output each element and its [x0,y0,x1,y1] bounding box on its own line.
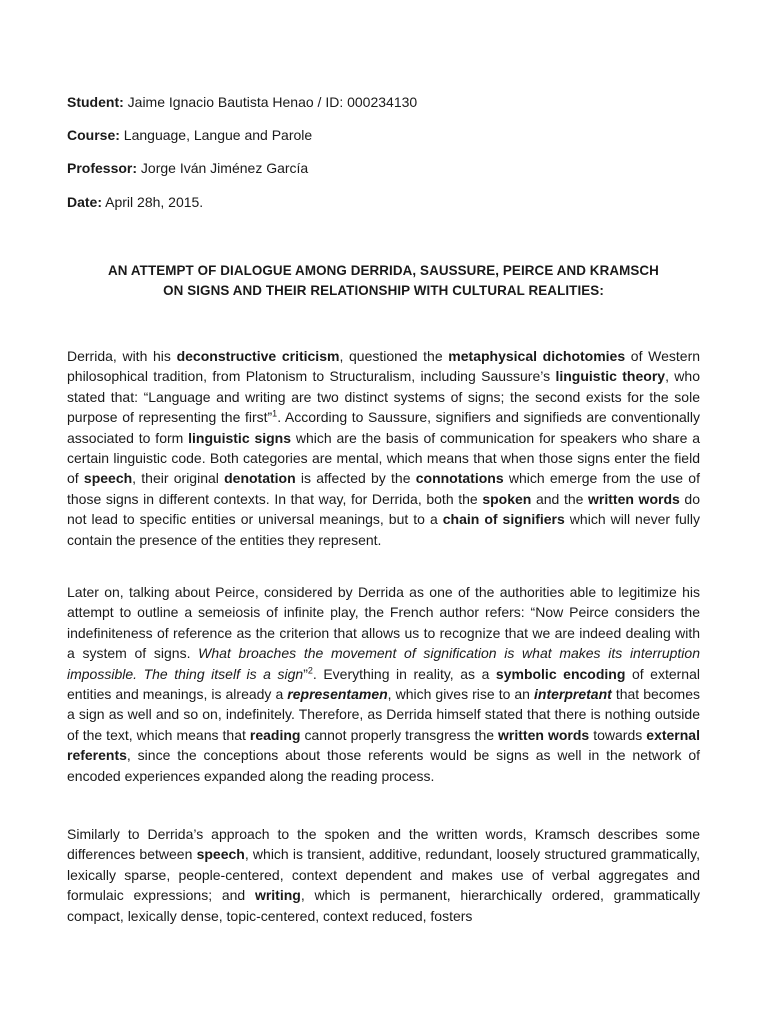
footnote-ref: 1 [272,408,278,419]
date-label: Date: [67,194,103,210]
date-value: April 28h, 2015. [102,194,204,210]
text-run: , who stated that: “Language and writing are two distinct systems of signs; the second exists for the sole purpose of representing the first” [67,368,700,426]
title-line-1: AN ATTEMPT OF DIALOGUE AMONG DERRIDA, SAUSSURE, PEIRCE AND KRAMSCH [108,263,659,278]
bold-term: speech [196,846,245,863]
bold-term: symbolic encoding [495,665,626,682]
professor-line [67,160,308,177]
bold-term: connotations [415,470,504,487]
bold-term: linguistic theory [555,368,666,385]
text-run: which will never fully contain the presence of the entities they represent. [67,511,700,548]
text-run: , which is permanent, hierarchically ordered, grammatically compact, lexically dense, topic-centered, context reduced, fosters [67,887,700,924]
student-value: Jaime Ignacio Bautista Henao / ID: 000234130 [123,94,418,110]
bold-term: denotation [224,470,296,487]
bold-term: written words [498,726,590,743]
text-run: is affected by the [295,470,416,487]
bold-term: written words [588,490,680,507]
bold-term: writing [254,887,301,904]
text-run: . Everything in reality, as a [312,665,496,682]
text-run: , which is transient, additive, redundant, loosely structured grammatically, lexically sparse, people-centered, context dependent and makes use of verbal aggregates and formulaic expressions; and [67,846,700,904]
professor-label: Professor: [67,160,138,176]
text-run: , since the conceptions about those referents would be signs as well in the network of encoded experiences expanded along the reading process. [67,747,700,784]
footnote-ref: 2 [307,664,313,675]
text-run: which are the basis of communication for speakers who share a certain linguistic code. Both categories are mental, which means that when those signs enter the field of [67,429,701,487]
bold-term: chain of signifiers [442,511,565,528]
bold-term: deconstructive criticism [176,348,340,364]
italic-quote: What broaches the movement of signification is what makes its interruption impossible. The thing itself is a sign [67,645,700,682]
text-run: do not lead to specific entities or universal meanings, but to a [67,490,700,528]
professor-value: Jorge Iván Jiménez García [137,160,309,176]
bold-term: speech [83,470,133,487]
date-line [67,194,203,211]
bold-term: metaphysical dichotomies [448,348,626,364]
title-line-2: ON SIGNS AND THEIR RELATIONSHIP WITH CULTURAL REALITIES: [163,283,604,298]
paragraph-2 [67,582,700,786]
bold-term: external referents [67,726,700,764]
text-run: , questioned the [339,348,449,364]
text-run: Derrida, with his [67,348,177,364]
course-line [67,127,312,144]
bold-italic-term: interpretant [534,686,612,703]
text-run: , which gives rise to an [387,686,534,703]
text-run: towards [589,726,647,743]
bold-term: linguistic signs [188,429,292,446]
bold-term: reading [249,726,301,743]
student-line [67,94,417,111]
text-run: of external entities and meanings, is already a [67,665,700,703]
paragraph-1 [67,346,700,550]
course-label: Course: [67,127,120,143]
text-run: which emerge from the use of those signs in different contexts. In that way, for Derrida, both the [67,470,700,507]
text-run: of Western philosophical tradition, from Platonism to Structuralism, including Saussure’s [67,348,701,385]
bold-italic-term: representamen [287,686,388,703]
text-run: Later on, talking about Peirce, considered by Derrida as one of the authorities able to legitimize his attempt to outline a semeiosis of infinite play, the French author refers: “Now Peirce considers the indefiniteness of reference as the criterion that allows us to recognize that we are indeed dealing with a system of signs. [67,584,700,662]
course-value: Language, Langue and Parole [119,127,313,143]
paragraph-3 [67,824,700,926]
text-run: ” [303,665,308,682]
text-run: cannot properly transgress the [300,726,499,743]
text-run: , their original [132,470,225,487]
text-run: . According to Saussure, signifiers and signifieds are conventionally associated to form [67,409,700,446]
document-title [67,261,700,301]
text-run: that becomes a sign as well and so on, indefinitely. Therefore, as Derrida himself stated that there is nothing outside of the text, which means that [67,686,701,743]
student-label: Student: [67,94,124,110]
bold-term: spoken [482,490,532,507]
text-run: Similarly to Derrida’s approach to the spoken and the written words, Kramsch describes some differences between [67,826,700,863]
text-run: and the [531,490,589,507]
